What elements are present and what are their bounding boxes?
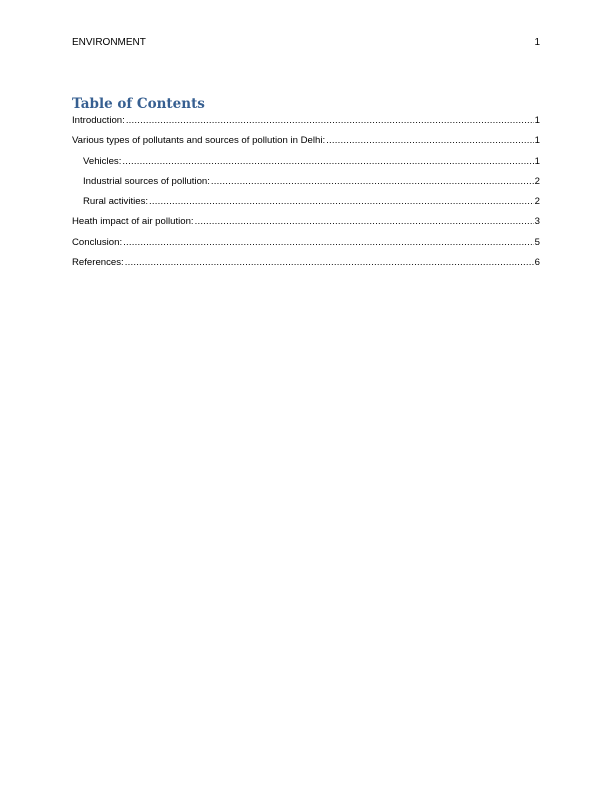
toc-entry-page: 1 (534, 135, 540, 147)
toc-entry-pollutants-sources[interactable] (72, 134, 540, 147)
toc-entry-page: 3 (534, 216, 540, 228)
toc-entry-industrial-sources[interactable] (72, 175, 540, 188)
toc-entry-introduction[interactable] (72, 114, 540, 127)
table-of-contents (72, 114, 540, 276)
toc-entry-text: Various types of pollutants and sources of pollution in Delhi: (72, 135, 326, 147)
toc-entry-text: Heath impact of air pollution: (72, 216, 194, 228)
page-number: 1 (534, 37, 540, 48)
toc-entry-text: Conclusion: (72, 236, 123, 248)
dot-leader (126, 114, 534, 127)
dot-leader (122, 155, 533, 168)
toc-entry-page: 1 (534, 115, 540, 126)
toc-entry-page: 2 (534, 175, 540, 187)
dot-leader (123, 236, 534, 249)
toc-entry-text: Introduction: (72, 115, 125, 126)
dot-leader (125, 256, 534, 269)
toc-entry-page: 6 (534, 257, 540, 269)
toc-entry-text: Vehicles: (83, 155, 122, 167)
toc-entry-text: Industrial sources of pollution: (83, 175, 210, 187)
toc-entry-rural-activities[interactable] (72, 195, 540, 208)
toc-title: Table of Contents (72, 96, 205, 112)
toc-entry-conclusion[interactable] (72, 236, 540, 249)
page-header (72, 36, 540, 50)
toc-entry-page: 5 (534, 236, 540, 248)
toc-entry-vehicles[interactable] (72, 155, 540, 168)
dot-leader (326, 134, 534, 147)
toc-entry-text: References: (72, 257, 124, 269)
dot-leader (195, 215, 534, 228)
toc-entry-references[interactable] (72, 256, 540, 269)
toc-entry-page: 2 (534, 196, 540, 208)
dot-leader (149, 195, 534, 208)
toc-entry-text: Rural activities: (83, 196, 149, 208)
toc-entry-health-impact[interactable] (72, 215, 540, 228)
dot-leader (211, 175, 534, 188)
toc-entry-page: 1 (534, 155, 540, 167)
running-head: ENVIRONMENT (72, 37, 146, 48)
